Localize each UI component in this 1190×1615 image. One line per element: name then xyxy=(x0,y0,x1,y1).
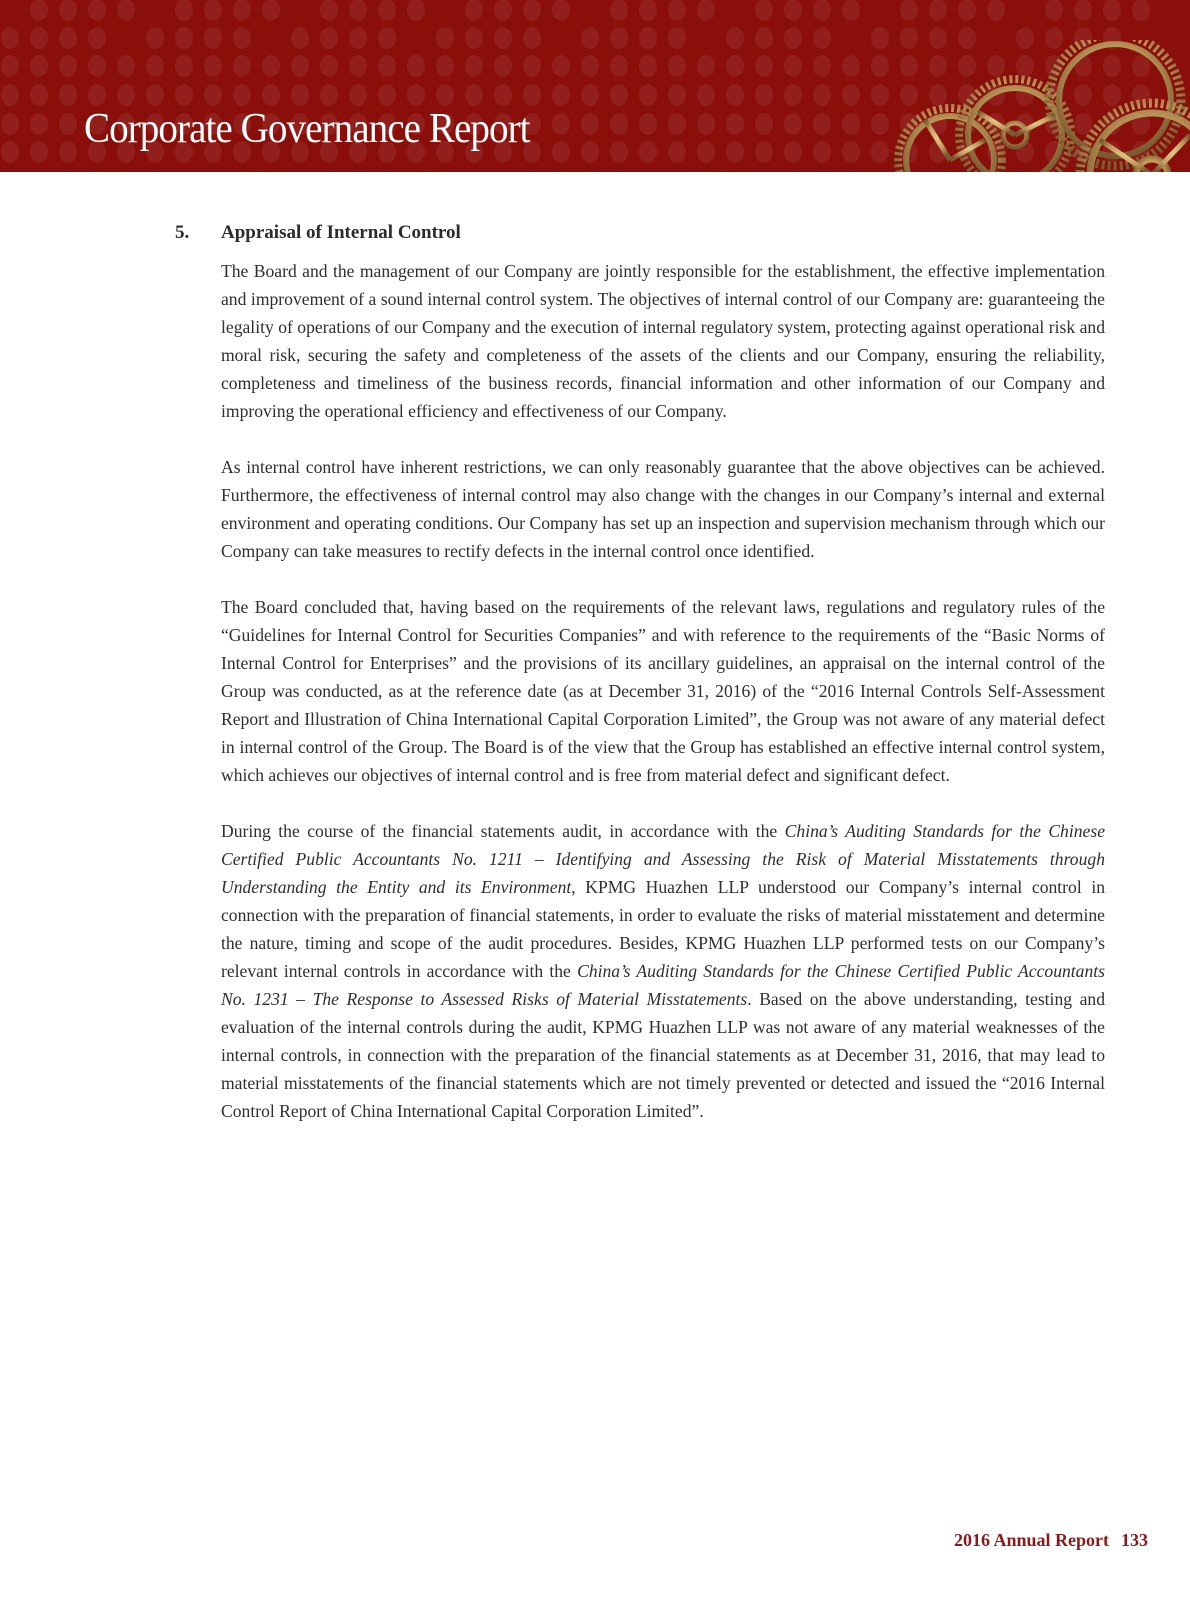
gears-icon xyxy=(890,40,1190,172)
paragraph-text: . Based on the above understanding, testing and evaluation of the internal controls during the audit, KPMG Huazhen LLP was not aware of any material weaknesses of the internal controls, in connection with the preparation of the financial statements as at December 31, 2016, that may lead to material misstatements of the financial statements which are not timely prevented or detected and issued the “2016 Internal Control Report of China International Capital Corporation Limited”. xyxy=(221,989,1105,1121)
header-banner xyxy=(0,0,1190,172)
paragraph-text: During the course of the financial statements audit, in accordance with the xyxy=(221,821,785,841)
italic-citation: China’s Auditing Standards for the Chinese Certified Public Accountants No. 1211 – Identifying and Assessing the Risk of Material Misstatements through Understanding the Entity and its Environment xyxy=(221,821,1106,897)
paragraph-text: , KPMG Huazhen LLP understood our Company’s internal control in connection with the preparation of financial statements, in order to evaluate the risks of material misstatement and determine the nature, timing and scope of the audit procedures. Besides, KPMG Huazhen LLP performed tests on our Company’s relevant internal controls in accordance with the xyxy=(221,877,1105,981)
italic-citation: China’s Auditing Standards for the Chinese Certified Public Accountants No. 1231 – The Response to Assessed Risks of Material Misstatements xyxy=(221,961,1106,1009)
section-title: Appraisal of Internal Control xyxy=(221,222,461,243)
paragraph-text: The Board concluded that, having based on the requirements of the relevant laws, regulations and regulatory rules of the “Guidelines for Internal Control for Securities Companies” and with reference to the requirements of the “Basic Norms of Internal Control for Enterprises” and the provisions of its ancillary guidelines, an appraisal on the internal control of the Group was conducted, as at the reference date (as at December 31, 2016) of the “2016 Internal Controls Self-Assessment Report and Illustration of China International Capital Corporation Limited”, the Group was not aware of any material defect in internal control of the Group. The Board is of the view that the Group has established an effective internal control system, which achieves our objectives of internal control and is free from material defect and significant defect. xyxy=(221,597,1105,785)
page-number: 133 xyxy=(1121,1530,1148,1550)
paragraph-text: As internal control have inherent restrictions, we can only reasonably guarantee that the above objectives can be achieved. Furthermore, the effectiveness of internal control may also change with the changes in our Company’s internal and external environment and operating conditions. Our Company has set up an inspection and supervision mechanism through which our Company can take measures to rectify defects in the internal control once identified. xyxy=(221,457,1105,561)
paragraph xyxy=(221,593,1105,789)
page-title: Corporate Governance Report xyxy=(84,106,530,152)
paragraph xyxy=(221,453,1105,565)
paragraph xyxy=(221,257,1105,425)
section-number: 5. xyxy=(175,222,190,243)
paragraph xyxy=(221,817,1105,1125)
page-footer xyxy=(954,1530,1148,1551)
section-appraisal-internal-control xyxy=(175,222,1105,1153)
section-body xyxy=(221,257,1105,1125)
paragraph-text: The Board and the management of our Company are jointly responsible for the establishment, the effective implementation and improvement of a sound internal control system. The objectives of internal control of our Company are: guaranteeing the legality of operations of our Company and the execution of internal regulatory system, protecting against operational risk and moral risk, securing the safety and completeness of the assets of the clients and our Company, ensuring the reliability, completeness and timeliness of the business records, financial information and other information of our Company and improving the operational efficiency and effectiveness of our Company. xyxy=(221,261,1105,421)
section-heading xyxy=(175,222,1105,244)
report-label: 2016 Annual Report xyxy=(953,1530,1109,1550)
